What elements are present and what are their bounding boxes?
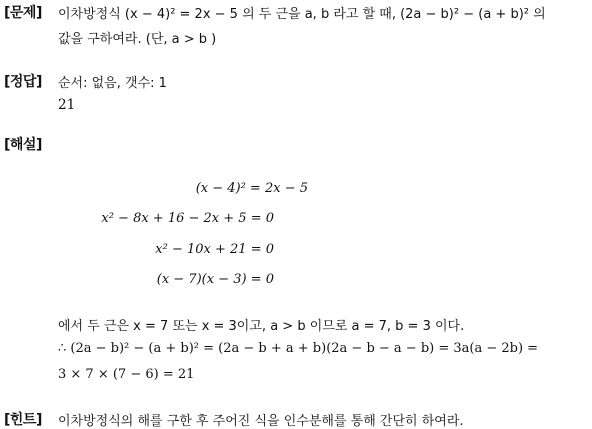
hint-label: [힌트] bbox=[4, 412, 42, 428]
problem-label: [문제] bbox=[4, 5, 42, 21]
answer-value: 21 bbox=[58, 97, 76, 113]
solution-text-1: 에서 두 근은 x = 7 또는 x = 3이고, a > b 이므로 a = 7, b = 3 이다. bbox=[58, 319, 465, 334]
answer-label: [정답] bbox=[4, 74, 42, 90]
problem-line-1: 이차방정식 (x − 4)² = 2x − 5 의 두 근을 a, b 라고 할 때, (2a − b)² − (a + b)² 의 bbox=[58, 7, 546, 22]
equation-3: x² − 10x + 21 = 0 bbox=[155, 242, 274, 257]
equation-1: (x − 4)² = 2x − 5 bbox=[195, 181, 308, 196]
answer-line-1: 순서: 없음, 갯수: 1 bbox=[58, 76, 167, 91]
solution-label: [해설] bbox=[4, 137, 42, 153]
solution-text-2: ∴ (2a − b)² − (a + b)² = (2a − b + a + b)(2a − b − a − b) = 3a(a − 2b) = bbox=[58, 341, 539, 356]
equation-4: (x − 7)(x − 3) = 0 bbox=[156, 272, 274, 287]
problem-line-2: 값을 구하여라. (단, a > b ) bbox=[58, 32, 217, 47]
equation-2: x² − 8x + 16 − 2x + 5 = 0 bbox=[101, 211, 274, 226]
solution-text-3: 3 × 7 × (7 − 6) = 21 bbox=[58, 367, 195, 382]
hint-text: 이차방정식의 해를 구한 후 주어진 식을 인수분해를 통해 간단히 하여라. bbox=[58, 414, 464, 429]
